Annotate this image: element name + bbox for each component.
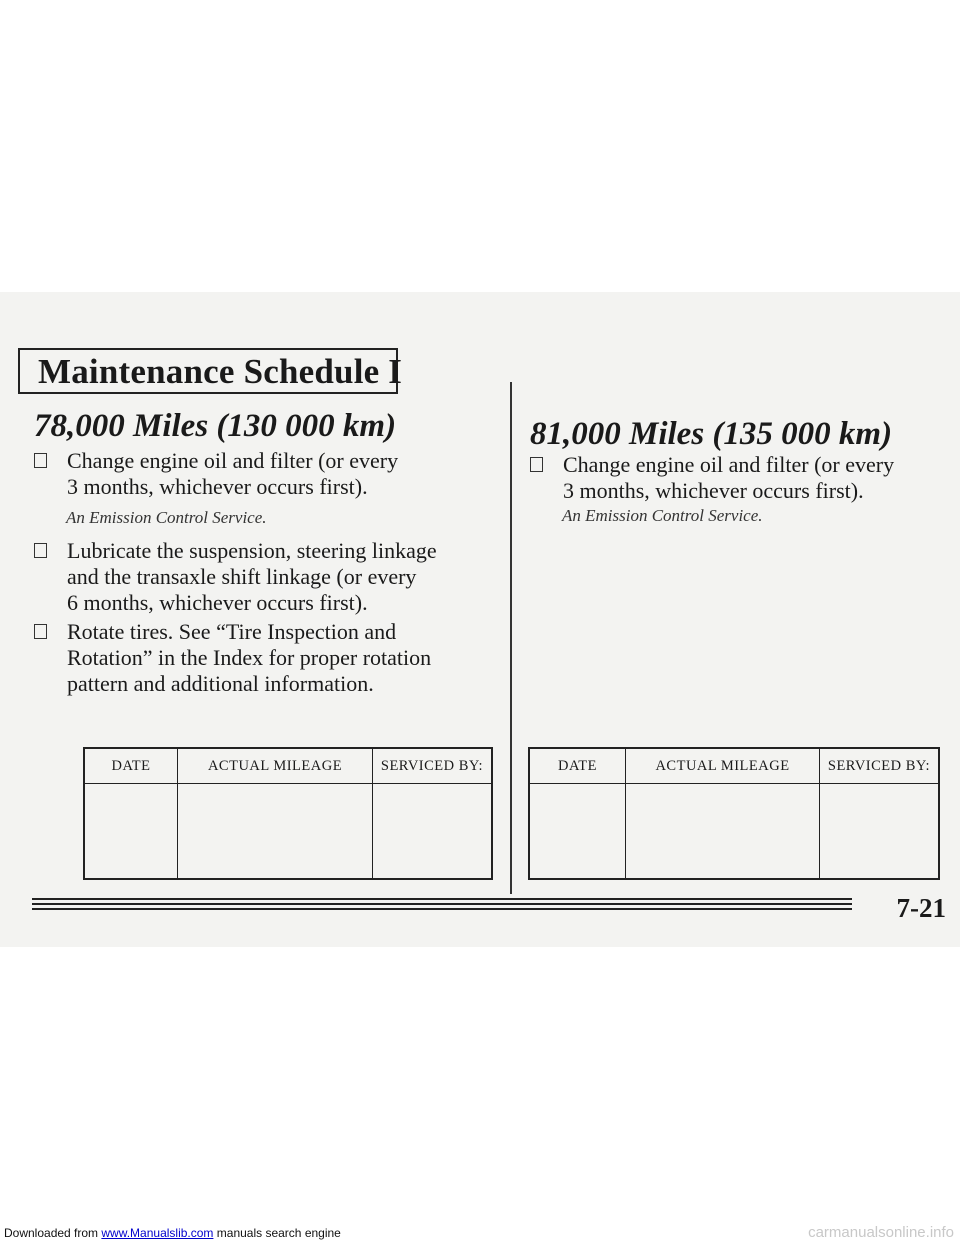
emission-note: An Emission Control Service.	[66, 508, 267, 527]
actual-mileage-header: ACTUAL MILEAGE	[178, 748, 373, 784]
actual-mileage-cell[interactable]	[178, 784, 373, 880]
footer-rule	[32, 908, 852, 910]
watermark-text: carmanualsonline.info	[808, 1224, 954, 1241]
download-footer: Downloaded from www.Manualslib.com manuals search engine	[4, 1226, 341, 1240]
checklist-item: Change engine oil and filter (or every 3 months, whichever occurs first).	[530, 452, 894, 504]
manualslib-link[interactable]: www.Manualslib.com	[101, 1226, 214, 1240]
checkbox-icon[interactable]	[530, 457, 543, 472]
checklist-item: Rotate tires. See “Tire Inspection and Rotation” in the Index for proper rotation pattern and additional information.	[34, 619, 431, 697]
footer-rule	[32, 898, 852, 900]
date-cell[interactable]	[529, 784, 626, 880]
mileage-heading-left: 78,000 Miles (130 000 km)	[34, 408, 397, 444]
checkbox-icon[interactable]	[34, 453, 47, 468]
checklist-item: Change engine oil and filter (or every 3 months, whichever occurs first).	[34, 448, 398, 500]
checkbox-icon[interactable]	[34, 543, 47, 558]
actual-mileage-header: ACTUAL MILEAGE	[626, 748, 820, 784]
section-header-box	[18, 348, 403, 394]
actual-mileage-cell[interactable]	[626, 784, 820, 880]
date-header: DATE	[529, 748, 626, 784]
mileage-heading-right: 81,000 Miles (135 000 km)	[530, 416, 893, 452]
manual-page	[0, 292, 960, 947]
date-header: DATE	[84, 748, 178, 784]
page-number: 7-21	[896, 893, 946, 923]
service-log-table-left	[83, 747, 493, 880]
date-cell[interactable]	[84, 784, 178, 880]
footer-rule	[32, 903, 852, 905]
column-divider	[510, 382, 512, 894]
service-log-table-right	[528, 747, 940, 880]
checklist-item: Lubricate the suspension, steering linkage and the transaxle shift linkage (or every 6 months, whichever occurs first).	[34, 538, 437, 616]
serviced-by-header: SERVICED BY:	[373, 748, 493, 784]
serviced-by-cell[interactable]	[373, 784, 493, 880]
checkbox-icon[interactable]	[34, 624, 47, 639]
serviced-by-cell[interactable]	[820, 784, 940, 880]
section-title: Maintenance Schedule I	[38, 352, 403, 391]
serviced-by-header: SERVICED BY:	[820, 748, 940, 784]
emission-note: An Emission Control Service.	[562, 506, 763, 525]
